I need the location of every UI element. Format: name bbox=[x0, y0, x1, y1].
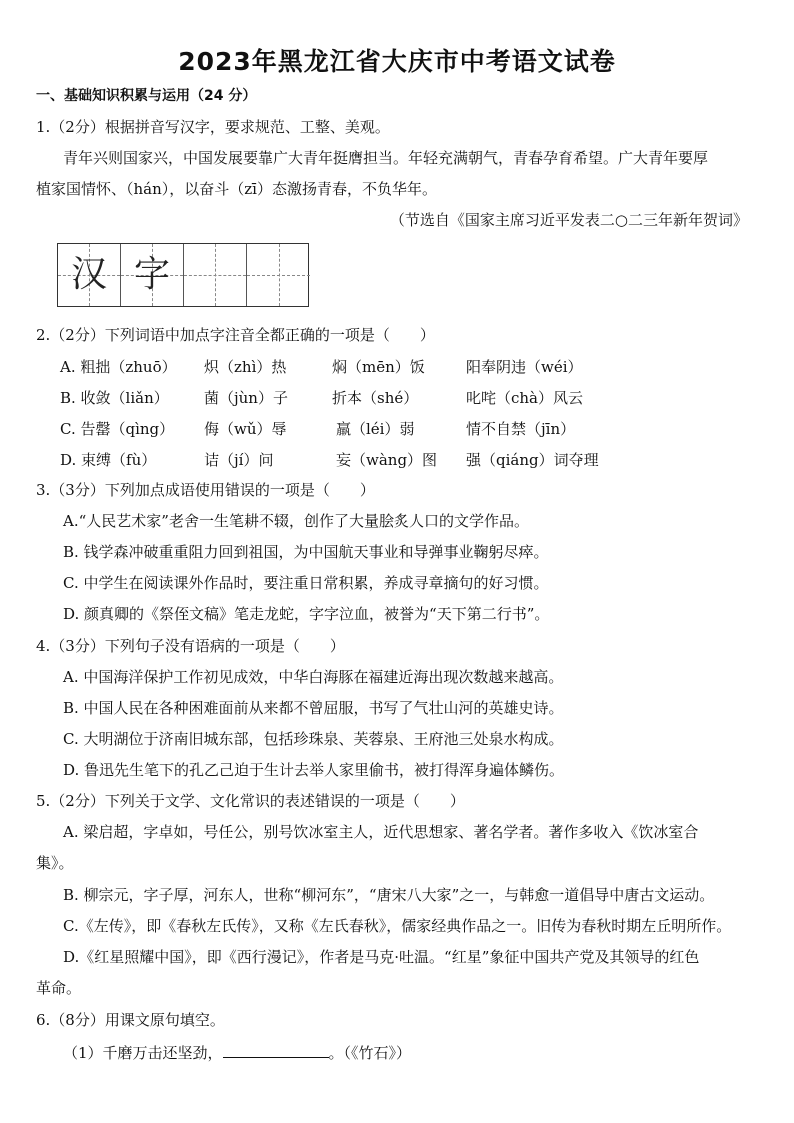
option-word: 诘（jí）问 bbox=[204, 451, 274, 469]
answer-blank[interactable] bbox=[223, 1042, 329, 1058]
option-word: 羸（léi）弱 bbox=[336, 420, 415, 438]
option-word: 菌（jùn）子 bbox=[204, 389, 288, 407]
option-word: C. 告罄（qìng） bbox=[60, 420, 175, 438]
grid-cell bbox=[121, 244, 184, 306]
question-3-option-a: A.“人民艺术家”老舍一生笔耕不辍，创作了大量脍炙人口的文学作品。 bbox=[63, 512, 529, 530]
grid-cell bbox=[247, 244, 310, 306]
option-word: 阳奉阴违（wéi） bbox=[466, 358, 583, 376]
question-5-option-a: A. 梁启超，字卓如，号任公，别号饮冰室主人，近代思想家、著名学者。著作多收入《饮冰室合 bbox=[63, 823, 699, 841]
question-4-stem: 4.（3分）下列句子没有语病的一项是（ ） bbox=[36, 637, 345, 655]
question-3-option-b: B. 钱学森冲破重重阻力回到祖国，为中国航天事业和导弹事业鞠躬尽瘁。 bbox=[63, 543, 549, 561]
question-5-stem: 5.（2分）下列关于文学、文化常识的表述错误的一项是（ ） bbox=[36, 792, 465, 810]
question-1-source: （节选自《国家主席习近平发表二○二三年新年贺词》 bbox=[389, 211, 748, 229]
grid-cell bbox=[58, 244, 121, 306]
option-word: 侮（wǔ）辱 bbox=[204, 420, 287, 438]
question-6-item-1 bbox=[63, 1042, 411, 1063]
option-word: 叱咤（chà）风云 bbox=[466, 389, 584, 407]
option-word: 炽（zhì）热 bbox=[204, 358, 287, 376]
question-5-option-b: B. 柳宗元，字子厚，河东人，世称“柳河东”，“唐宋八大家”之一，与韩愈一道倡导中唐古文运动。 bbox=[63, 886, 715, 904]
question-1-stem: 1.（2分）根据拼音写汉字，要求规范、工整、美观。 bbox=[36, 118, 390, 136]
grid-character: 字 bbox=[133, 254, 170, 295]
exam-title: 2023年黑龙江省大庆市中考语文试卷 bbox=[178, 47, 616, 76]
option-word: D. 束缚（fù） bbox=[60, 451, 157, 469]
section-heading: 一、基础知识积累与运用（24 分） bbox=[36, 88, 257, 104]
question-4-option-a: A. 中国海洋保护工作初见成效，中华白海豚在福建近海出现次数越来越高。 bbox=[63, 668, 564, 686]
option-word: A. 粗拙（zhuō） bbox=[60, 358, 177, 376]
question-4-option-b: B. 中国人民在各种困难面前从来都不曾屈服，书写了气壮山河的英雄史诗。 bbox=[63, 699, 564, 717]
option-word: 折本（shé） bbox=[332, 389, 419, 407]
question-3-option-d: D. 颜真卿的《祭侄文稿》笔走龙蛇，字字泣血，被誉为“天下第二行书”。 bbox=[63, 605, 550, 623]
option-word: B. 收敛（liǎn） bbox=[60, 389, 169, 407]
question-3-stem: 3.（3分）下列加点成语使用错误的一项是（ ） bbox=[36, 481, 375, 499]
question-4-option-d: D. 鲁迅先生笔下的孔乙己迫于生计去举人家里偷书，被打得浑身遍体鳞伤。 bbox=[63, 761, 565, 779]
question-2-stem: 2.（2分）下列词语中加点字注音全都正确的一项是（ ） bbox=[36, 326, 435, 344]
fill-prefix: （1）千磨万击还坚劲， bbox=[63, 1044, 223, 1062]
option-word: 情不自禁（jīn） bbox=[466, 420, 576, 438]
question-5-option-d-continued: 革命。 bbox=[36, 979, 82, 997]
option-word: 妄（wàng）图 bbox=[336, 451, 438, 469]
question-1-passage-line-1: 青年兴则国家兴，中国发展要靠广大青年挺膺担当。年轻充满朝气，青春孕育希望。广大青年要厚 bbox=[63, 149, 709, 167]
question-4-option-c: C. 大明湖位于济南旧城东部，包括珍珠泉、芙蓉泉、王府池三处泉水构成。 bbox=[63, 730, 564, 748]
option-word: 焖（mēn）饭 bbox=[332, 358, 425, 376]
option-word: 强（qiáng）词夺理 bbox=[466, 451, 599, 469]
grid-character: 汉 bbox=[70, 254, 107, 295]
writing-grid bbox=[57, 243, 309, 307]
question-3-option-c: C. 中学生在阅读课外作品时，要注重日常积累，养成寻章摘句的好习惯。 bbox=[63, 574, 549, 592]
fill-suffix: 。（《竹石》） bbox=[328, 1044, 412, 1062]
question-5-option-c: C.《左传》，即《春秋左氏传》，又称《左氏春秋》，儒家经典作品之一。旧传为春秋时期左丘明所作。 bbox=[63, 917, 732, 935]
question-5-option-a-continued: 集》。 bbox=[36, 854, 74, 872]
grid-cell bbox=[184, 244, 247, 306]
question-1-passage-line-2: 植家国情怀、（hán），以奋斗（zī）态激扬青春，不负华年。 bbox=[36, 180, 437, 198]
question-5-option-d: D.《红星照耀中国》，即《西行漫记》，作者是马克·吐温。“红星”象征中国共产党及其领导的红色 bbox=[63, 948, 700, 966]
question-6-stem: 6.（8分）用课文原句填空。 bbox=[36, 1011, 225, 1029]
